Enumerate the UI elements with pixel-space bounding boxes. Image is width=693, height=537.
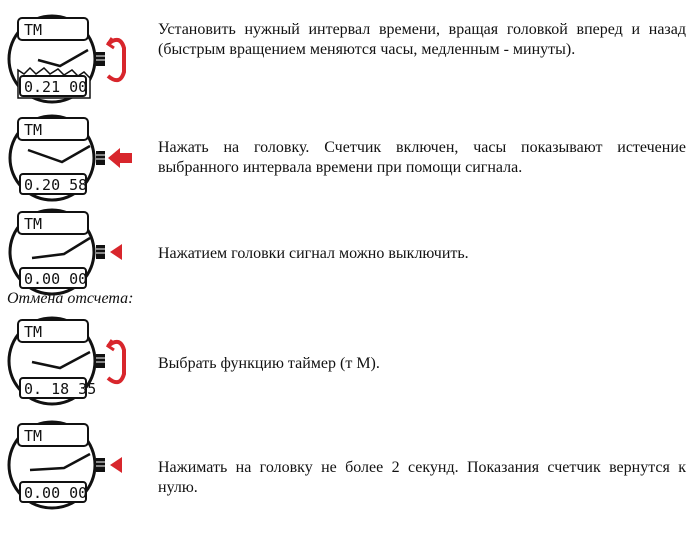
push-triangle-icon — [110, 244, 122, 260]
watch-diagram — [4, 420, 154, 510]
step-4-text: Выбрать функцию таймер (т М). — [158, 355, 380, 372]
step-1-text: Установить нужный интервал времени, вращая головкой вперед и назад (быстрым вращением меняются часы, медленным - минуты). — [158, 21, 686, 58]
crown-icon — [96, 354, 105, 368]
push-triangle-icon — [110, 457, 122, 473]
rotate-crown-icon — [108, 38, 124, 80]
time-readout: 0. 18 35 — [24, 380, 97, 398]
crown-icon — [96, 458, 105, 472]
crown-icon — [96, 151, 105, 165]
mode-label: TM — [24, 427, 43, 445]
mode-label: TM — [24, 121, 43, 139]
crown-icon — [96, 52, 105, 66]
time-readout: 0.20 58 — [24, 176, 88, 194]
step-3-text: Нажатием головки сигнал можно выключить. — [158, 245, 469, 262]
rotate-crown-icon — [108, 340, 124, 382]
mode-label: TM — [24, 21, 43, 39]
watch-diagram — [4, 114, 154, 202]
mode-label: TM — [24, 215, 43, 233]
watch-diagram — [4, 316, 154, 406]
time-readout: 0.21 00 — [24, 78, 88, 96]
section-title: Отмена отсчета: — [7, 290, 134, 307]
crown-icon — [96, 245, 105, 259]
step-2-text: Нажать на головку. Счетчик включен, часы показывают истечение выбранного интервала времени при помощи сигнала. — [158, 139, 686, 176]
watch-diagram — [4, 208, 154, 296]
mode-label: TM — [24, 323, 43, 341]
time-readout: 0.00 00 — [24, 484, 88, 502]
time-readout: 0.00 00 — [24, 270, 88, 288]
step-5-text: Нажимать на головку не более 2 секунд. Показания счетчик вернутся к нулю. — [158, 459, 686, 496]
push-arrow-icon — [108, 148, 132, 168]
watch-diagram — [4, 14, 154, 104]
